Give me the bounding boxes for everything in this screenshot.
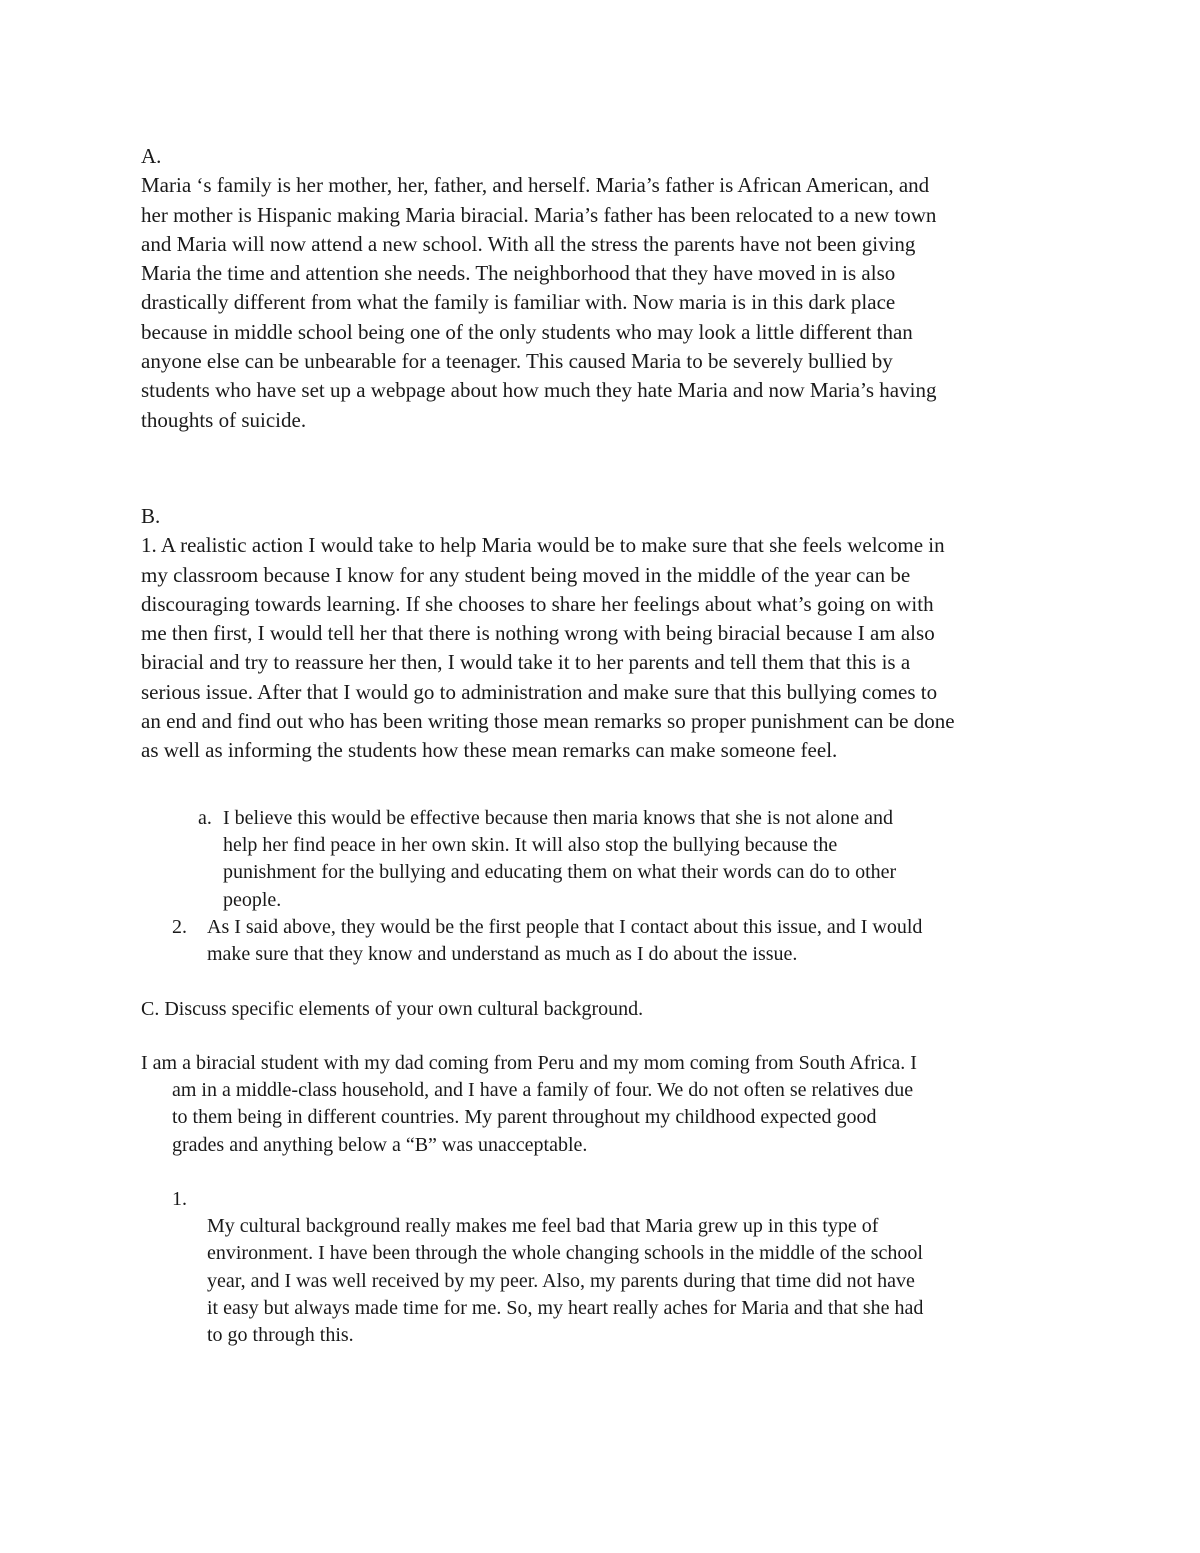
- section-b-item-a: [198, 805, 1058, 914]
- list-marker: 2.: [172, 916, 187, 938]
- list-item-line: My cultural background really makes me feel bad that Maria grew up in this type of: [207, 1215, 879, 1238]
- list-item-line: I believe this would be effective because then maria knows that she is not alone and: [223, 807, 893, 829]
- section-b-line: as well as informing the students how these mean remarks can make someone feel.: [141, 738, 838, 763]
- section-a-line: drastically different from what the family is familiar with. Now maria is in this dark place: [141, 290, 896, 315]
- section-c-paragraph: [141, 1050, 1071, 1159]
- section-c-heading: C. Discuss specific elements of your own cultural background.: [141, 998, 644, 1020]
- list-item-line: help her find peace in her own skin. It will also stop the bullying because the: [223, 834, 838, 857]
- section-b-line: discouraging towards learning. If she chooses to share her feelings about what’s going on with: [141, 591, 934, 616]
- list-item-line: to go through this.: [207, 1324, 354, 1347]
- list-item-line: As I said above, they would be the first people that I contact about this issue, and I would: [207, 916, 923, 938]
- list-marker: a.: [198, 807, 212, 829]
- list-marker: 1.: [172, 1188, 187, 1210]
- paragraph-line: grades and anything below a “B” was unacceptable.: [172, 1133, 588, 1156]
- paragraph-line: to them being in different countries. My parent throughout my childhood expected good: [172, 1106, 877, 1129]
- section-a-line: thoughts of suicide.: [141, 407, 307, 432]
- section-b-line: me then first, I would tell her that there is nothing wrong with being biracial because I am also: [141, 621, 935, 646]
- section-c: [141, 996, 1071, 1023]
- section-a-line: her mother is Hispanic making Maria biracial. Maria’s father has been relocated to a new town: [141, 202, 937, 227]
- section-a-line: because in middle school being one of the only students who may look a little different than: [141, 319, 913, 344]
- list-item-line: environment. I have been through the whole changing schools in the middle of the school: [207, 1242, 923, 1265]
- list-item-line: it easy but always made time for me. So, my heart really aches for Maria and that she had: [207, 1296, 924, 1319]
- section-a-heading: A.: [141, 144, 162, 168]
- section-b-heading: B.: [141, 504, 161, 528]
- section-b-item-2: [172, 914, 1072, 968]
- section-a-line: anyone else can be unbearable for a teenager. This caused Maria to be severely bullied by: [141, 349, 893, 374]
- paragraph-line: am in a middle-class household, and I have a family of four. We do not often se relatives due: [172, 1079, 914, 1102]
- list-item-line: year, and I was well received by my peer. Also, my parents during that time did not have: [207, 1269, 915, 1292]
- section-b-line: 1. A realistic action I would take to help Maria would be to make sure that she feels welcome in: [141, 533, 945, 558]
- section-a: [141, 142, 1071, 435]
- section-a-line: Maria the time and attention she needs. The neighborhood that they have moved in is also: [141, 261, 896, 286]
- section-b-line: an end and find out who has been writing those mean remarks so proper punishment can be done: [141, 709, 955, 734]
- section-b: [141, 502, 1071, 766]
- section-a-line: and Maria will now attend a new school. With all the stress the parents have not been giving: [141, 231, 916, 256]
- section-b-line: biracial and try to reassure her then, I would take it to her parents and tell them that this is a: [141, 650, 911, 675]
- list-item-line: punishment for the bullying and educating them on what their words can do to other: [223, 861, 897, 884]
- list-item-line: people.: [223, 888, 282, 911]
- list-item-line: make sure that they know and understand as much as I do about the issue.: [207, 943, 798, 966]
- paragraph-line: I am a biracial student with my dad coming from Peru and my mom coming from South Africa. I: [141, 1052, 917, 1074]
- section-c-item-1: [172, 1186, 1072, 1349]
- section-b-line: serious issue. After that I would go to administration and make sure that this bullying comes to: [141, 679, 938, 704]
- section-b-line: my classroom because I know for any student being moved in the middle of the year can be: [141, 562, 911, 587]
- section-a-line: students who have set up a webpage about how much they hate Maria and now Maria’s having: [141, 378, 937, 403]
- section-a-line: Maria ‘s family is her mother, her, father, and herself. Maria’s father is African American, and: [141, 173, 930, 198]
